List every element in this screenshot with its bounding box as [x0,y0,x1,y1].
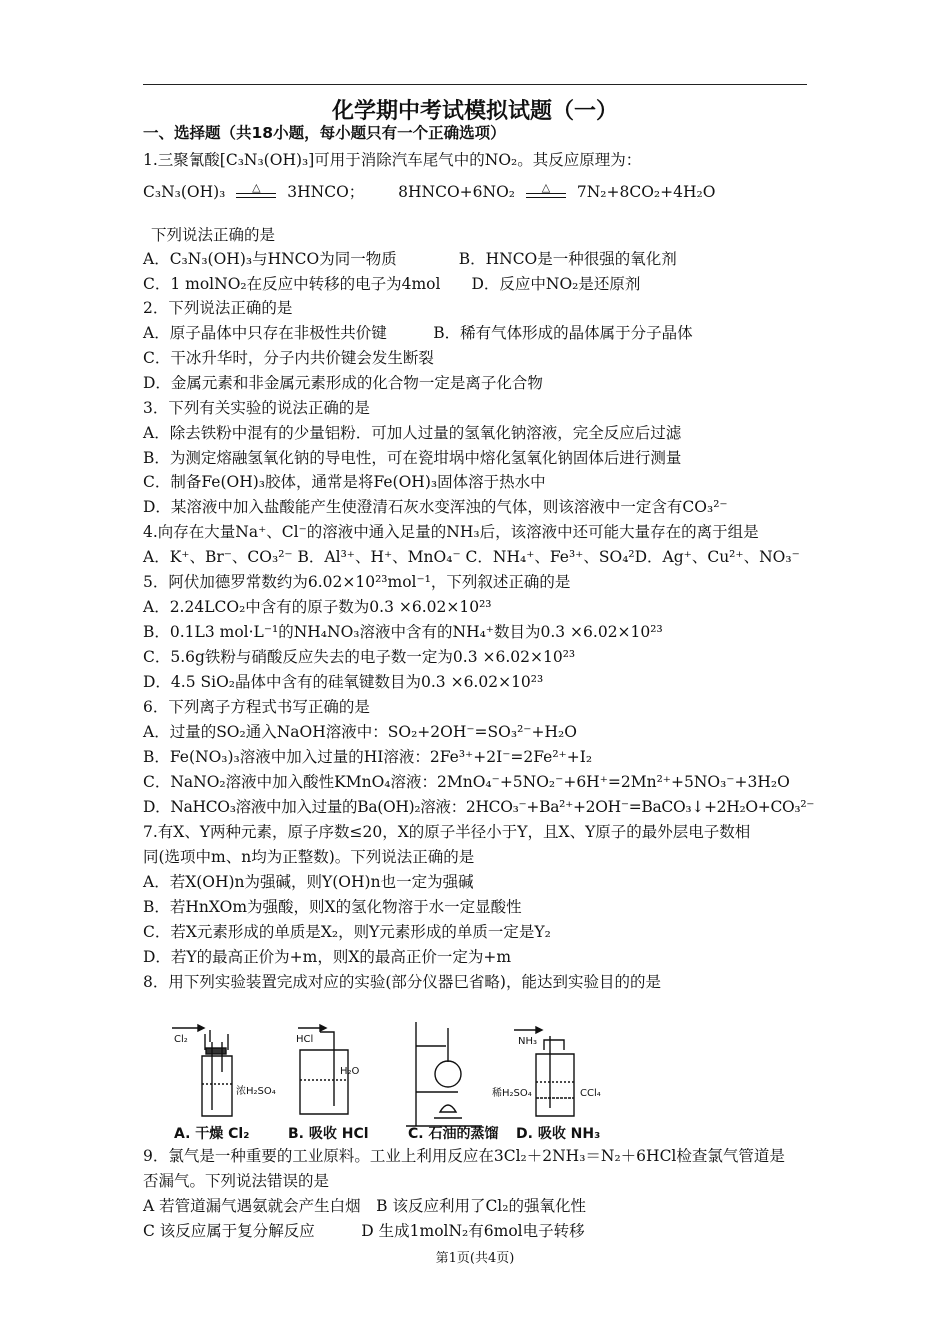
question-line: 6．下列离子方程式书写正确的是 [143,698,370,716]
page-footer: 第1页(共4页) [435,1251,515,1266]
option-line: A．过量的SO₂通入NaOH溶液中：SO₂+2OH⁻=SO₃²⁻+H₂O [143,723,577,741]
option-line: A．C₃N₃(OH)₃与HNCO为同一物质 B．HNCO是一种很强的氧化剂 [143,250,677,268]
option-line: A 若管道漏气遇氨就会产生白烟 B 该反应利用了Cl₂的强氧化性 [143,1197,586,1215]
option-line: A．若X(OH)n为强碱，则Y(OH)n也一定为强碱 [143,873,474,891]
reaction-equation [143,182,811,202]
question-line: 否漏气。下列说法错误的是 [143,1172,330,1190]
header-rule [143,84,807,85]
equation-left-1: C₃N₃(OH)₃ [143,183,226,201]
option-line: C 该反应属于复分解反应 D 生成1molN₂有6mol电子转移 [143,1222,585,1240]
question-line: 同(选项中m、n均为正整数)。下列说法正确的是 [143,848,475,866]
apparatus-d-gas-label: NH₃ [518,1036,538,1047]
page-title: 化学期中考试模拟试题（一） [331,99,618,124]
section-heading: 一、选择题（共18小题，每小题只有一个正确选项） [143,124,506,142]
apparatus-a-caption: A. 干燥 Cl₂ [174,1126,250,1142]
option-line: D．某溶液中加入盐酸能产生使澄清石灰水变浑浊的气体，则该溶液中一定含有CO₃²⁻ [143,498,728,516]
option-line: C．5.6g铁粉与硝酸反应失去的电子数一定为0.3 ×6.02×10²³ [143,648,576,666]
heat-equals-sign: △ [234,184,278,202]
option-line: A．除去铁粉中混有的少量铝粉．可加人过量的氢氧化钠溶液，完全反应后过滤 [143,424,682,442]
apparatus-b-reagent-label: H₂O [340,1066,360,1077]
option-line: B．为测定熔融氢氧化钠的导电性，可在瓷坩埚中熔化氢氧化钠固体后进行测量 [143,449,682,467]
apparatus-d-reagent-2-label: CCl₄ [580,1088,601,1099]
equation-right-1: 3HNCO； [287,183,365,201]
apparatus-a-reagent-label: 浓H₂SO₄ [236,1086,276,1097]
option-line: A．2.24LCO₂中含有的原子数为0.3 ×6.02×10²³ [143,598,492,616]
option-line: D．NaHCO₃溶液中加入过量的Ba(OH)₂溶液：2HCO₃⁻+Ba²⁺+2OH⁻=BaCO₃↓+2H₂O+CO₃²⁻ [143,798,815,816]
apparatus-a-gas-label: Cl₂ [174,1034,188,1045]
option-line: B．0.1L3 mol·L⁻¹的NH₄NO₃溶液中含有的NH₄⁺数目为0.3 ×6.02×10²³ [143,623,663,641]
apparatus-figure [170,1022,630,1142]
option-line: B．Fe(NO₃)₃溶液中加入过量的HI溶液：2Fe³⁺+2I⁻=2Fe²⁺+I₂ [143,748,593,766]
question-line: 4.向存在大量Na⁺、Cl⁻的溶液中通入足量的NH₃后，该溶液中还可能大量存在的离于组是 [143,523,759,541]
apparatus-b-gas-label: HCl [296,1034,314,1045]
option-line: D．若Y的最高正价为+m，则X的最高正价一定为+m [143,948,512,966]
option-line: B．若HnXOm为强酸，则X的氢化物溶于水一定显酸性 [143,898,522,916]
option-line: C．1 molNO₂在反应中转移的电子为4mol D．反应中NO₂是还原剂 [143,275,641,293]
option-line: A．原子晶体中只存在非极性共价键 B．稀有气体形成的晶体属于分子晶体 [143,324,693,342]
question-line: 8．用下列实验装置完成对应的实验(部分仪器巳省略)，能达到实验目的的是 [143,973,661,991]
option-line: C．制备Fe(OH)₃胶体，通常是将Fe(OH)₃固体溶于热水中 [143,473,546,491]
option-line: D．4.5 SiO₂晶体中含有的硅氧键数目为0.3 ×6.02×10²³ [143,673,544,691]
apparatus-b-caption: B. 吸收 HCl [288,1126,369,1142]
option-line: D．金属元素和非金属元素形成的化合物一定是离子化合物 [143,374,543,392]
option-line: C．干冰升华时，分子内共价键会发生断裂 [143,349,434,367]
question-line: 7.有X、Y两种元素，原子序数≤20，X的原子半径小于Y，且X、Y原子的最外层电子数相 [143,823,751,841]
apparatus-d-reagent-1-label: 稀H₂SO₄ [492,1088,532,1099]
question-line: 1.三聚氰酸[C₃N₃(OH)₃]可用于消除汽车尾气中的NO₂。其反应原理为： [143,151,642,169]
question-line: 5．阿伏加德罗常数约为6.02×10²³mol⁻¹，下列叙述正确的是 [143,573,571,591]
option-line: C．NaNO₂溶液中加入酸性KMnO₄溶液：2MnO₄⁻+5NO₂⁻+6H⁺=2Mn²⁺+5NO₃⁻+3H₂O [143,773,790,791]
question-line: 下列说法正确的是 [151,226,276,244]
heat-equals-sign: △ [524,184,568,202]
apparatus-c-caption: C. 石油的蒸馏 [408,1126,499,1142]
question-line: 2．下列说法正确的是 [143,299,293,317]
equation-left-2: 8HNCO+6NO₂ [398,183,515,201]
question-line: 9．氯气是一种重要的工业原料。工业上利用反应在3Cl₂＋2NH₃＝N₂＋6HCl检查氯气管道是 [143,1147,785,1165]
option-line: C．若X元素形成的单质是X₂，则Y元素形成的单质一定是Y₂ [143,923,551,941]
equation-right-2: 7N₂+8CO₂+4H₂O [576,183,716,201]
apparatus-c-distillation [406,1022,482,1126]
question-line: 3．下列有关实验的说法正确的是 [143,399,370,417]
apparatus-d-caption: D. 吸收 NH₃ [516,1126,601,1142]
option-line: A．K⁺、Br⁻、CO₃²⁻ B．Al³⁺、H⁺、MnO₄⁻ C．NH₄⁺、Fe³⁺、SO₄²D．Ag⁺、Cu²⁺、NO₃⁻ [143,548,800,566]
